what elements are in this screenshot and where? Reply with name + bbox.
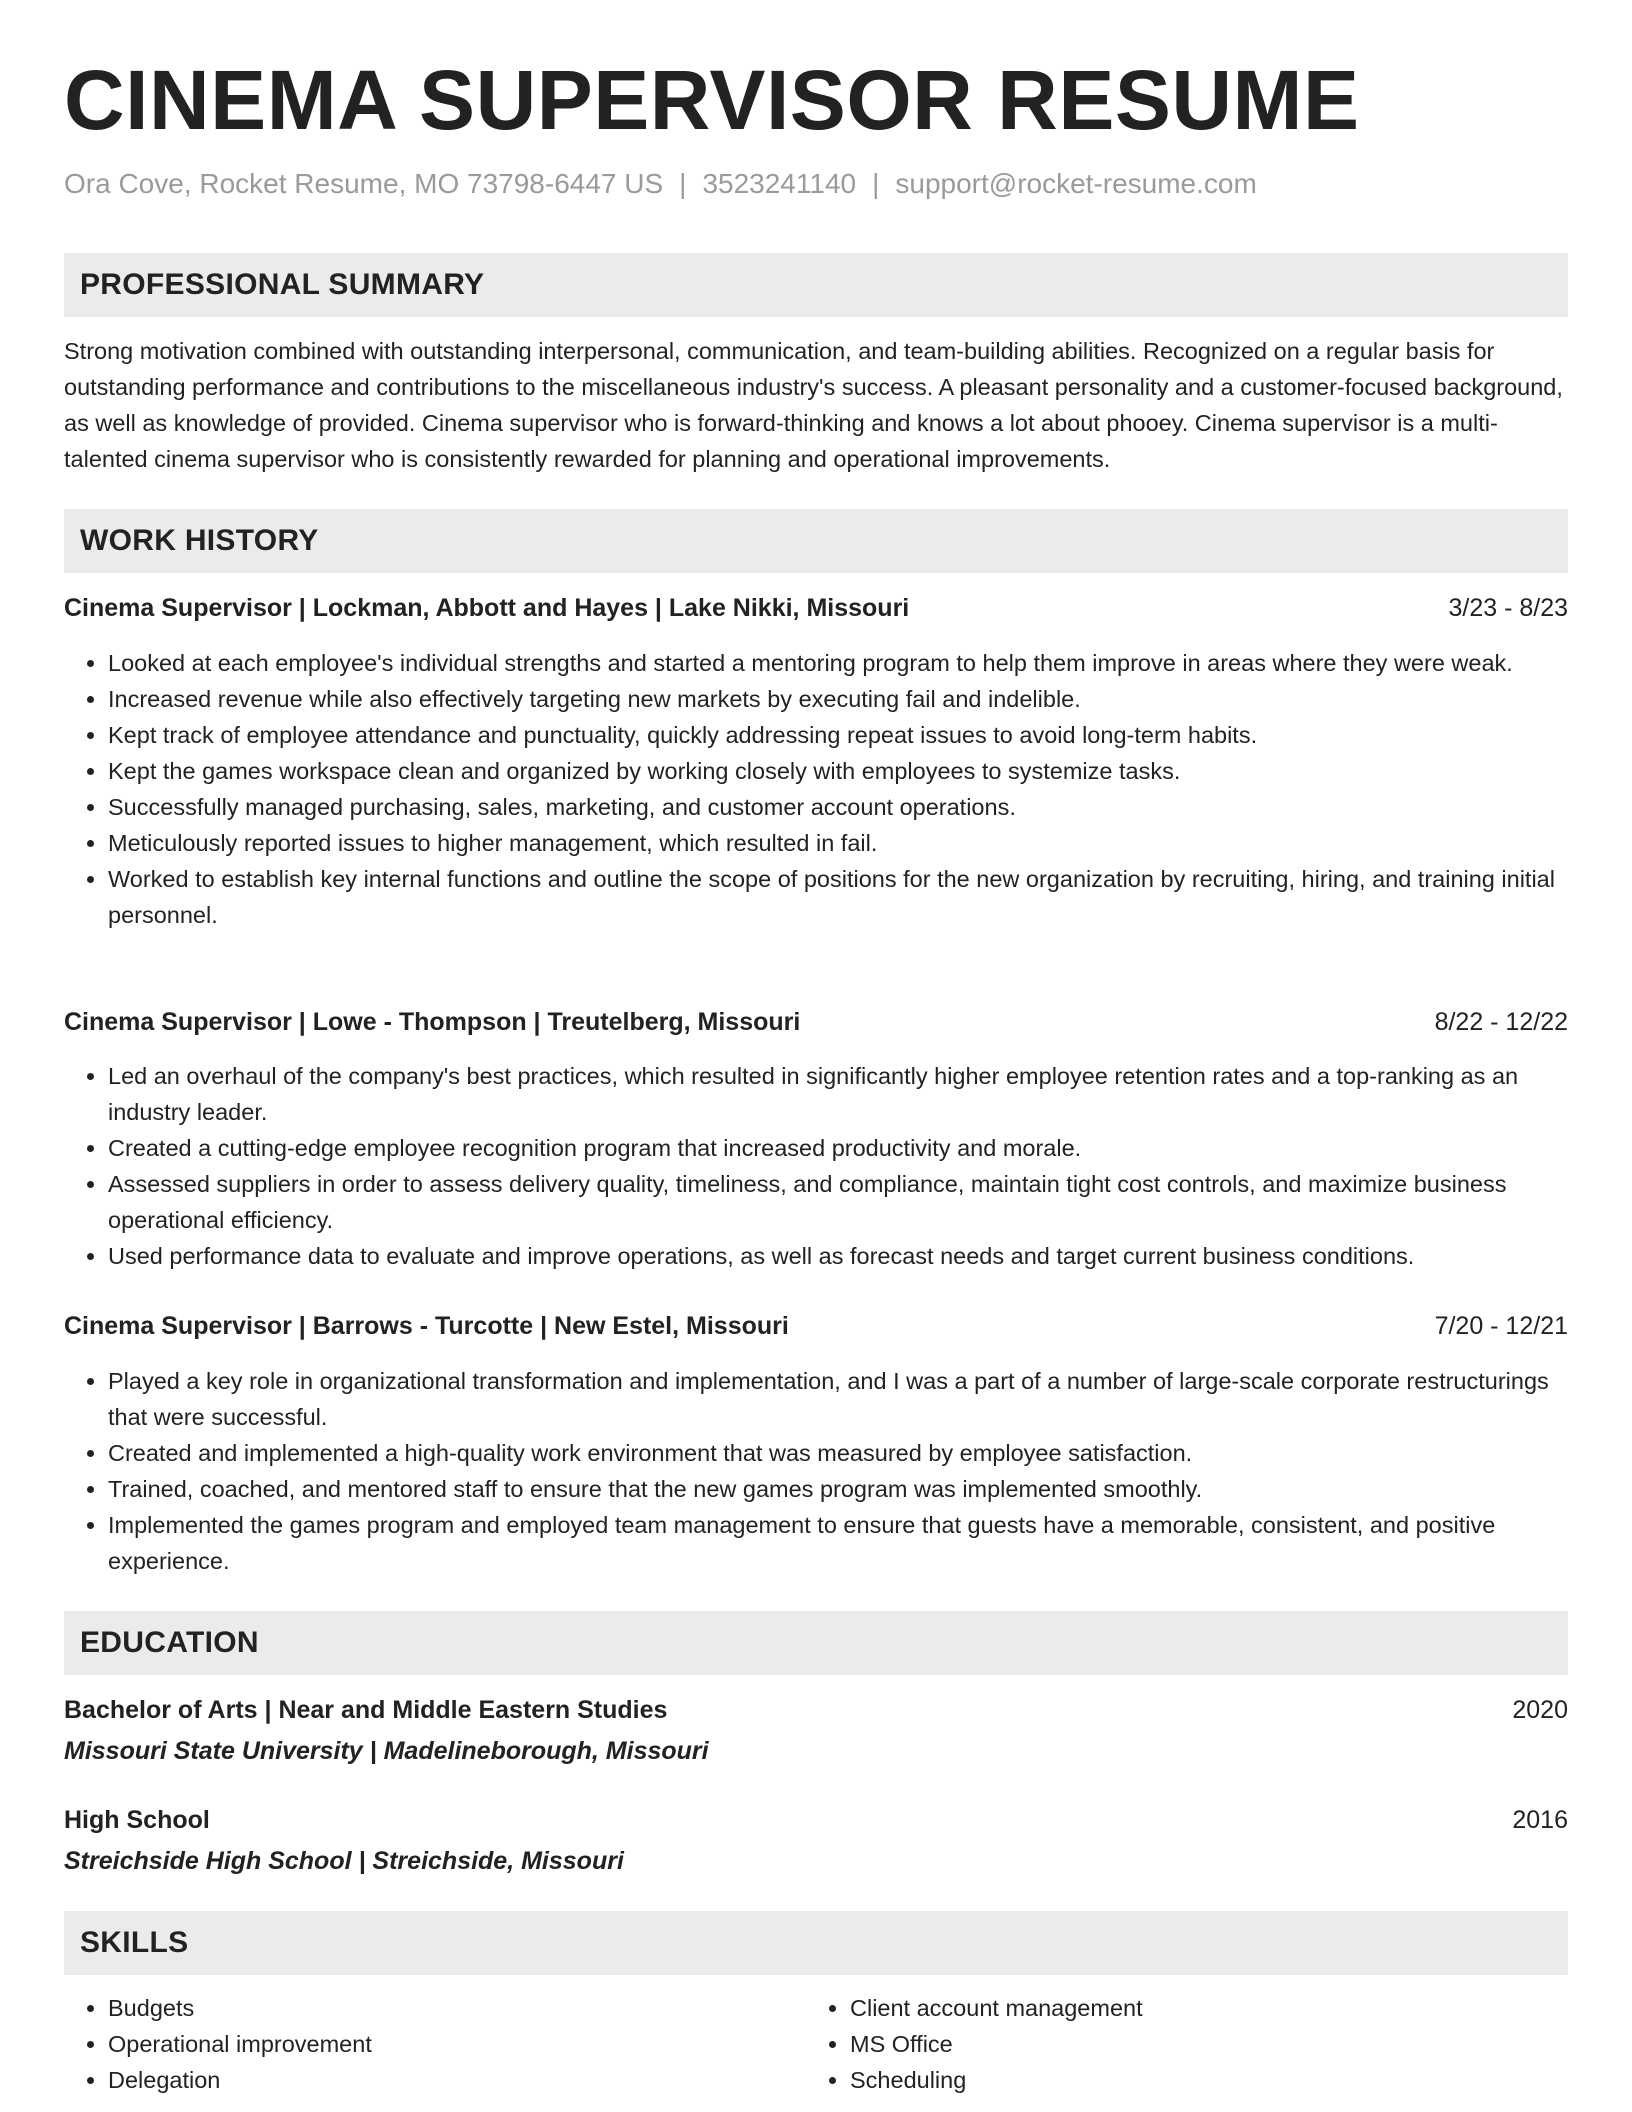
skill-item: • Budgets: [108, 1990, 806, 2026]
job-title: Cinema Supervisor | Lowe - Thompson | Treutelberg, Missouri: [64, 1008, 801, 1036]
education-entry: [64, 1802, 1568, 1838]
job-title: Cinema Supervisor | Barrows - Turcotte | New Estel, Missouri: [64, 1312, 789, 1340]
education-degree: Bachelor of Arts | Near and Middle Eastern Studies: [64, 1696, 668, 1724]
contact-separator: |: [679, 168, 687, 199]
resume-title: CINEMA SUPERVISOR RESUME: [64, 53, 1360, 147]
job-title: Cinema Supervisor | Lockman, Abbott and Hayes | Lake Nikki, Missouri: [64, 594, 910, 622]
job-dates: 3/23 - 8/23: [1448, 594, 1568, 622]
list-item: • Meticulously reported issues to higher management, which resulted in fail.: [108, 825, 1568, 861]
list-item: • Implemented the games program and employed team management to ensure that guests have a memorable, consistent, and positive experience.: [108, 1507, 1568, 1579]
skills-column-left: [64, 1990, 806, 2098]
skill-item: • MS Office: [850, 2026, 1548, 2062]
list-item: • Created and implemented a high-quality work environment that was measured by employee satisfaction.: [108, 1435, 1568, 1471]
education-school: Missouri State University | Madelineborough, Missouri: [64, 1737, 709, 1765]
list-item: • Kept the games workspace clean and organized by working closely with employees to systemize tasks.: [108, 753, 1568, 789]
job-heading: [64, 1004, 1568, 1040]
education-school: Streichside High School | Streichside, Missouri: [64, 1847, 624, 1875]
education-year: 2016: [1512, 1806, 1568, 1834]
list-item: • Kept track of employee attendance and punctuality, quickly addressing repeat issues to avoid long-term habits.: [108, 717, 1568, 753]
list-item: • Looked at each employee's individual strengths and started a mentoring program to help them improve in areas where they were weak.: [108, 645, 1568, 681]
job-bullets: [64, 645, 1568, 933]
education-entry: [64, 1692, 1568, 1728]
section-header-summary: PROFESSIONAL SUMMARY: [64, 253, 1568, 317]
section-header-education: EDUCATION: [64, 1611, 1568, 1675]
education-year: 2020: [1512, 1696, 1568, 1724]
skill-item: • Operational improvement: [108, 2026, 806, 2062]
contact-line: [64, 168, 1257, 200]
list-item: • Created a cutting-edge employee recognition program that increased productivity and morale.: [108, 1130, 1568, 1166]
list-item: • Successfully managed purchasing, sales, marketing, and customer account operations.: [108, 789, 1568, 825]
job-heading: [64, 590, 1568, 626]
skill-item: • Client account management: [850, 1990, 1548, 2026]
list-item: • Trained, coached, and mentored staff to ensure that the new games program was implemented smoothly.: [108, 1471, 1568, 1507]
list-item: • Worked to establish key internal functions and outline the scope of positions for the new organization by recruiting, hiring, and training initial personnel.: [108, 861, 1568, 933]
job-bullets: [64, 1058, 1568, 1274]
job-dates: 7/20 - 12/21: [1434, 1312, 1568, 1340]
education-degree: High School: [64, 1806, 210, 1834]
job-bullets: [64, 1363, 1568, 1579]
phone: 3523241140: [702, 168, 857, 199]
contact-separator: |: [872, 168, 880, 199]
skill-item: • Scheduling: [850, 2062, 1548, 2098]
list-item: • Used performance data to evaluate and improve operations, as well as forecast needs and target current business conditions.: [108, 1238, 1568, 1274]
email: support@rocket-resume.com: [895, 168, 1257, 199]
list-item: • Played a key role in organizational transformation and implementation, and I was a part of a number of large-scale corporate restructurings that were successful.: [108, 1363, 1568, 1435]
list-item: • Increased revenue while also effectively targeting new markets by executing fail and indelible.: [108, 681, 1568, 717]
skill-item: • Delegation: [108, 2062, 806, 2098]
list-item: • Led an overhaul of the company's best practices, which resulted in significantly higher employee retention rates and a top-ranking as an industry leader.: [108, 1058, 1568, 1130]
job-heading: [64, 1308, 1568, 1344]
section-header-work-history: WORK HISTORY: [64, 509, 1568, 573]
address: Ora Cove, Rocket Resume, MO 73798-6447 US: [64, 168, 664, 199]
list-item: • Assessed suppliers in order to assess delivery quality, timeliness, and compliance, maintain tight cost controls, and maximize business operational efficiency.: [108, 1166, 1568, 1238]
section-header-skills: SKILLS: [64, 1911, 1568, 1975]
job-dates: 8/22 - 12/22: [1434, 1008, 1568, 1036]
skills-column-right: [806, 1990, 1548, 2098]
skills-list: [64, 1990, 1568, 2098]
summary-text: Strong motivation combined with outstanding interpersonal, communication, and team-building abilities. Recognized on a regular basis for outstanding performance and contributions to the miscellaneous industry's success. A pleasant personality and a customer-focused background, as well as knowledge of provided. Cinema supervisor who is forward-thinking and knows a lot about phooey. Cinema supervisor is a multi-talented cinema supervisor who is consistently rewarded for planning and operational improvements.: [64, 338, 1563, 472]
